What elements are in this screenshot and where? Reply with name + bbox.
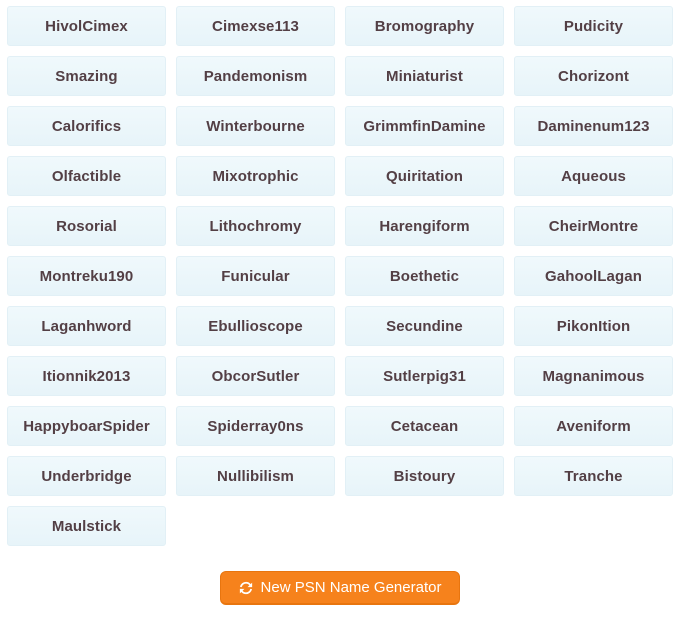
generated-name-cell[interactable]	[7, 6, 166, 46]
generated-name-label: Sutlerpig31	[383, 367, 466, 385]
generated-name-label: Laganhword	[41, 317, 132, 335]
generated-name-label: Pudicity	[563, 17, 624, 35]
generated-name-cell[interactable]	[514, 6, 673, 46]
generated-name-cell[interactable]	[514, 156, 673, 196]
generated-name-cell[interactable]	[176, 6, 335, 46]
generated-name-label: Cetacean	[390, 417, 459, 435]
generated-name-cell[interactable]	[7, 406, 166, 446]
generated-name-label: ObcorSutler	[211, 367, 300, 385]
generated-name-cell[interactable]	[7, 456, 166, 496]
generated-name-label: Pandemonism	[203, 67, 308, 85]
generated-name-cell[interactable]	[345, 6, 504, 46]
generated-name-cell[interactable]	[345, 106, 504, 146]
generated-name-cell[interactable]	[345, 406, 504, 446]
generated-name-cell[interactable]	[176, 306, 335, 346]
generated-name-cell[interactable]	[345, 306, 504, 346]
generated-name-cell[interactable]	[345, 206, 504, 246]
generated-name-cell[interactable]	[7, 306, 166, 346]
generated-name-label: Rosorial	[56, 217, 117, 235]
generated-name-cell[interactable]	[514, 106, 673, 146]
button-row	[0, 571, 680, 605]
generated-name-label: Daminenum123	[537, 117, 650, 135]
generated-name-label: Harengiform	[379, 217, 470, 235]
generated-name-cell[interactable]	[345, 356, 504, 396]
generated-name-cell[interactable]	[7, 256, 166, 296]
generated-name-label: Bromography	[374, 17, 475, 35]
new-psn-name-generator-button-label: New PSN Name Generator	[260, 579, 442, 596]
new-psn-name-generator-button[interactable]	[220, 571, 461, 605]
generated-name-cell[interactable]	[176, 256, 335, 296]
generated-name-label: Boethetic	[389, 267, 460, 285]
generated-name-label: GrimmfinDamine	[363, 117, 486, 135]
generated-name-label: Lithochromy	[209, 217, 302, 235]
generated-name-label: Itionnik2013	[42, 367, 131, 385]
generated-name-label: Cimexse113	[212, 17, 299, 35]
generated-name-cell[interactable]	[7, 506, 166, 546]
generated-name-cell[interactable]	[7, 356, 166, 396]
generated-name-label: Mixotrophic	[212, 167, 299, 185]
generated-name-label: Secundine	[386, 317, 463, 335]
generated-name-label: Maulstick	[51, 517, 122, 535]
generated-name-cell[interactable]	[7, 206, 166, 246]
generated-name-label: Quiritation	[386, 167, 463, 185]
generated-name-cell[interactable]	[345, 56, 504, 96]
generated-name-cell[interactable]	[345, 456, 504, 496]
generated-name-cell[interactable]	[514, 256, 673, 296]
generated-name-label: Underbridge	[41, 467, 132, 485]
generated-name-label: Tranche	[564, 467, 623, 485]
generated-name-cell[interactable]	[514, 56, 673, 96]
generated-name-label: Funicular	[221, 267, 290, 285]
generated-name-label: Winterbourne	[206, 117, 305, 135]
generated-name-cell[interactable]	[514, 206, 673, 246]
generated-name-label: Ebullioscope	[208, 317, 303, 335]
generated-name-label: Magnanimous	[542, 367, 645, 385]
generated-name-cell[interactable]	[345, 156, 504, 196]
generated-name-cell[interactable]	[176, 206, 335, 246]
generated-name-cell[interactable]	[514, 306, 673, 346]
generated-name-label: Smazing	[55, 67, 118, 85]
generated-name-cell[interactable]	[7, 56, 166, 96]
generated-name-cell[interactable]	[514, 406, 673, 446]
generated-name-label: CheirMontre	[548, 217, 639, 235]
generated-name-label: Bistoury	[393, 467, 456, 485]
generated-name-label: HappyboarSpider	[23, 417, 150, 435]
generated-name-label: PikonItion	[556, 317, 631, 335]
generated-name-cell[interactable]	[176, 56, 335, 96]
generated-name-label: Olfactible	[51, 167, 122, 185]
generated-name-label: Nullibilism	[217, 467, 294, 485]
generated-name-cell[interactable]	[176, 406, 335, 446]
generated-name-label: HivolCimex	[45, 17, 128, 35]
generated-name-label: Miniaturist	[386, 67, 463, 85]
generated-name-label: Aveniform	[556, 417, 631, 435]
generated-name-cell[interactable]	[176, 356, 335, 396]
generated-name-label: GahoolLagan	[545, 267, 642, 285]
generated-name-cell[interactable]	[176, 456, 335, 496]
generated-name-cell[interactable]	[514, 356, 673, 396]
generated-name-label: Chorizont	[558, 67, 629, 85]
generated-name-label: Calorifics	[51, 117, 122, 135]
refresh-icon	[239, 581, 253, 595]
generated-name-label: Spiderray0ns	[207, 417, 304, 435]
generated-name-cell[interactable]	[345, 256, 504, 296]
generated-name-cell[interactable]	[514, 456, 673, 496]
generated-name-cell[interactable]	[176, 106, 335, 146]
generated-name-cell[interactable]	[176, 156, 335, 196]
generated-name-cell[interactable]	[7, 156, 166, 196]
generated-name-label: Montreku190	[39, 267, 134, 285]
generated-name-cell[interactable]	[7, 106, 166, 146]
generated-name-label: Aqueous	[561, 167, 626, 185]
